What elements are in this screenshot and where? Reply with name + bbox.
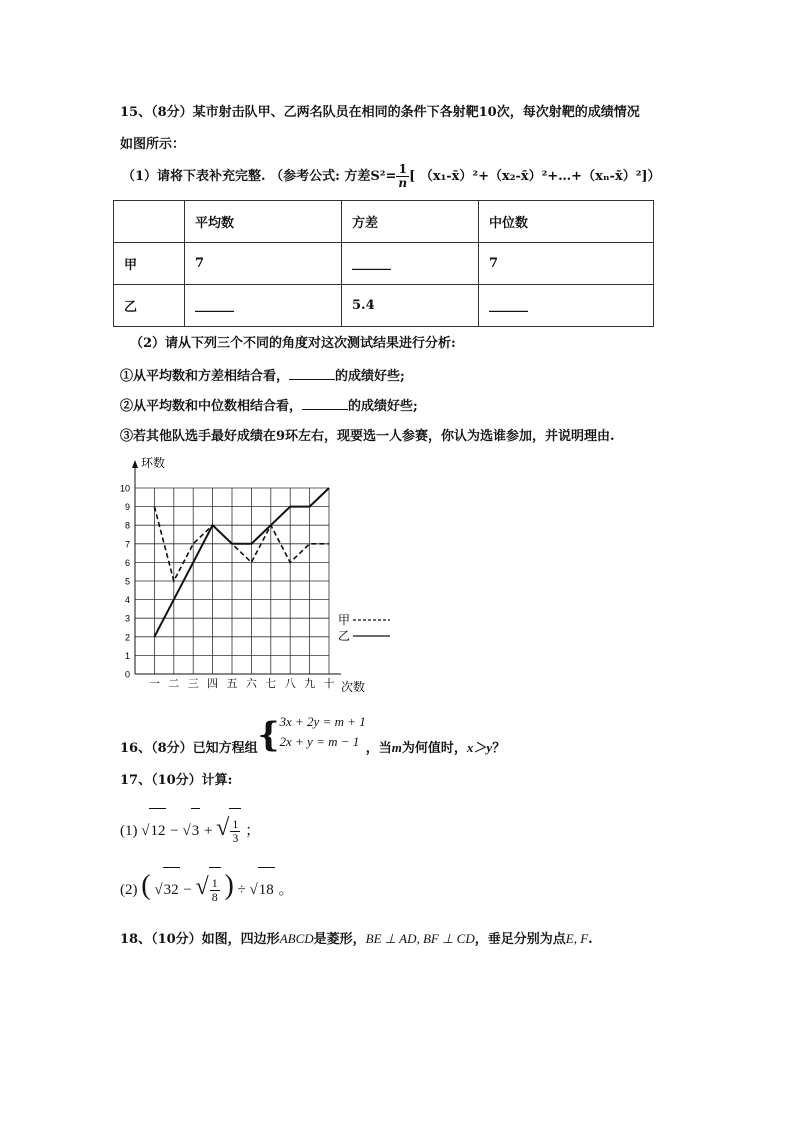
- q16-text: ？: [492, 741, 506, 756]
- radicand: 3: [191, 808, 201, 853]
- q18-text: 18、（10分）如图，四边形: [120, 932, 280, 947]
- y-tick-label: 7: [124, 539, 130, 550]
- x-tick-label: 九: [304, 677, 316, 690]
- sqrt-fraction: $\frac{1}{8}$: [209, 867, 221, 912]
- y-tick-label: 1: [124, 650, 130, 661]
- q15-line1: 15、（8分）某市射击队甲、乙两名队员在相同的条件下各射靶10次，每次射靶的成绩情况: [120, 105, 640, 120]
- sqrt-icon: √: [154, 882, 163, 898]
- table-cell: [114, 201, 185, 243]
- q16: [120, 712, 506, 756]
- x-tick-label: 七: [265, 677, 277, 690]
- q18: [120, 930, 593, 949]
- q16-text: 为何值时，: [401, 741, 467, 756]
- y-axis-arrow-icon: [132, 460, 138, 468]
- y-tick-label: 3: [124, 613, 130, 624]
- part-label: (2): [120, 882, 138, 898]
- x-tick-label: 二: [168, 677, 180, 690]
- y-tick-label: 0: [124, 669, 130, 680]
- table-cell: 5.4: [342, 285, 479, 327]
- item2-text: ②从平均数和中位数相结合看，: [120, 399, 303, 414]
- q16-prefix: 16、（8分）已知方程组: [120, 741, 258, 756]
- y-tick-label: 2: [124, 632, 130, 643]
- table-cell-blank[interactable]: ______: [342, 243, 479, 285]
- shape-abcd: ABCD: [279, 931, 314, 946]
- q15-part2: （2）请从下列三个不同的角度对这次测试结果进行分析:: [130, 336, 456, 351]
- table-cell: 7: [185, 243, 342, 285]
- radicand: 18: [258, 867, 275, 912]
- minus-sign: −: [170, 823, 179, 839]
- sqrt-icon: √: [141, 823, 150, 839]
- sqrt-icon: √: [195, 874, 209, 900]
- q17-part2: [120, 864, 294, 912]
- q15-item2: [120, 398, 418, 416]
- x-tick-label: 三: [187, 677, 199, 690]
- points-ef: E, F: [565, 931, 589, 946]
- x-tick-label: 十: [323, 677, 335, 690]
- x-tick-label: 四: [207, 677, 219, 690]
- stats-table: [113, 200, 654, 327]
- variance-formula-tail: [ （x₁-x̄）²+（x₂-x̄）²+…+（xₙ-x̄）²]）: [409, 169, 661, 184]
- q16-text: ，当: [365, 741, 392, 756]
- table-row-label: 乙: [114, 285, 185, 327]
- q18-text: ，垂足分别为点: [474, 932, 566, 947]
- x-tick-label: 八: [284, 677, 296, 690]
- sqrt-icon: √: [216, 815, 230, 841]
- y-tick-label: 4: [124, 595, 130, 606]
- answer-blank[interactable]: [302, 409, 348, 410]
- q15-item3: ③若其他队选手最好成绩在9环左右，现要选一人参赛，你认为选谁参加，并说明理由.: [120, 429, 615, 444]
- y-tick-label: 6: [124, 557, 130, 568]
- answer-blank[interactable]: [289, 379, 335, 380]
- radicand: 12: [149, 808, 166, 853]
- equation-2: 2x + y = m − 1: [279, 734, 360, 749]
- item1-text-end: 的成绩好些;: [335, 369, 405, 384]
- q15-item1: [120, 368, 405, 386]
- x-axis-label: 次数: [341, 680, 366, 694]
- table-row-label: 甲: [114, 243, 185, 285]
- var-m: m: [391, 740, 402, 755]
- x-tick-label: 五: [226, 677, 238, 690]
- variance-fraction: $\frac{1}{n}$: [398, 162, 408, 190]
- sqrt-icon: √: [182, 823, 191, 839]
- part-label: (1): [120, 823, 138, 839]
- semicolon: ；: [245, 823, 261, 839]
- divide-sign: ÷: [237, 882, 246, 898]
- q17-part1: [120, 806, 260, 853]
- item2-text-end: 的成绩好些;: [348, 399, 418, 414]
- table-header-row: [114, 201, 654, 243]
- table-cell-blank[interactable]: ______: [479, 285, 654, 327]
- condition-xy: x＞y: [466, 740, 493, 755]
- q18-text: .: [588, 932, 593, 947]
- score-line-chart: [112, 453, 402, 698]
- minus-sign: −: [183, 882, 192, 898]
- q17-title: 17、（10分）计算:: [120, 773, 233, 788]
- left-paren-icon: (: [141, 870, 151, 901]
- x-tick-label: 六: [245, 677, 257, 690]
- equation-1: 3x + 2y = m + 1: [279, 714, 366, 729]
- table-cell-blank[interactable]: ______: [185, 285, 342, 327]
- table-header-variance: 方差: [342, 201, 479, 243]
- radicand: 32: [163, 867, 180, 912]
- period: 。: [278, 882, 294, 898]
- y-tick-label: 10: [119, 483, 130, 494]
- y-axis-label: 环数: [141, 456, 166, 470]
- y-tick-label: 5: [124, 576, 130, 587]
- table-row: [114, 243, 654, 285]
- legend-label: 甲: [338, 613, 351, 627]
- q15-line2: 如图所示：: [120, 137, 186, 152]
- brace-symbol: {: [257, 715, 280, 755]
- table-header-median: 中位数: [479, 201, 654, 243]
- right-paren-icon: ): [224, 870, 234, 901]
- table-row: [114, 285, 654, 327]
- q15-part1-prefix: （1）请将下表补充完整. （参考公式: 方差S²=: [122, 169, 397, 184]
- y-tick-label: 8: [124, 520, 130, 531]
- table-cell: 7: [479, 243, 654, 285]
- q15-part1: [122, 163, 661, 190]
- x-tick-label: 一: [148, 677, 160, 690]
- perpendicular-condition: BE ⊥ AD, BF ⊥ CD: [365, 931, 475, 946]
- y-tick-label: 9: [124, 502, 130, 513]
- plus-sign: +: [203, 823, 213, 839]
- sqrt-icon: √: [249, 882, 258, 898]
- equation-system: [280, 712, 366, 752]
- q18-text: 是菱形，: [313, 932, 366, 947]
- item1-text: ①从平均数和方差相结合看，: [120, 369, 290, 384]
- sqrt-fraction: $\frac{1}{3}$: [229, 808, 241, 853]
- legend-label: 乙: [338, 629, 351, 643]
- table-header-mean: 平均数: [185, 201, 342, 243]
